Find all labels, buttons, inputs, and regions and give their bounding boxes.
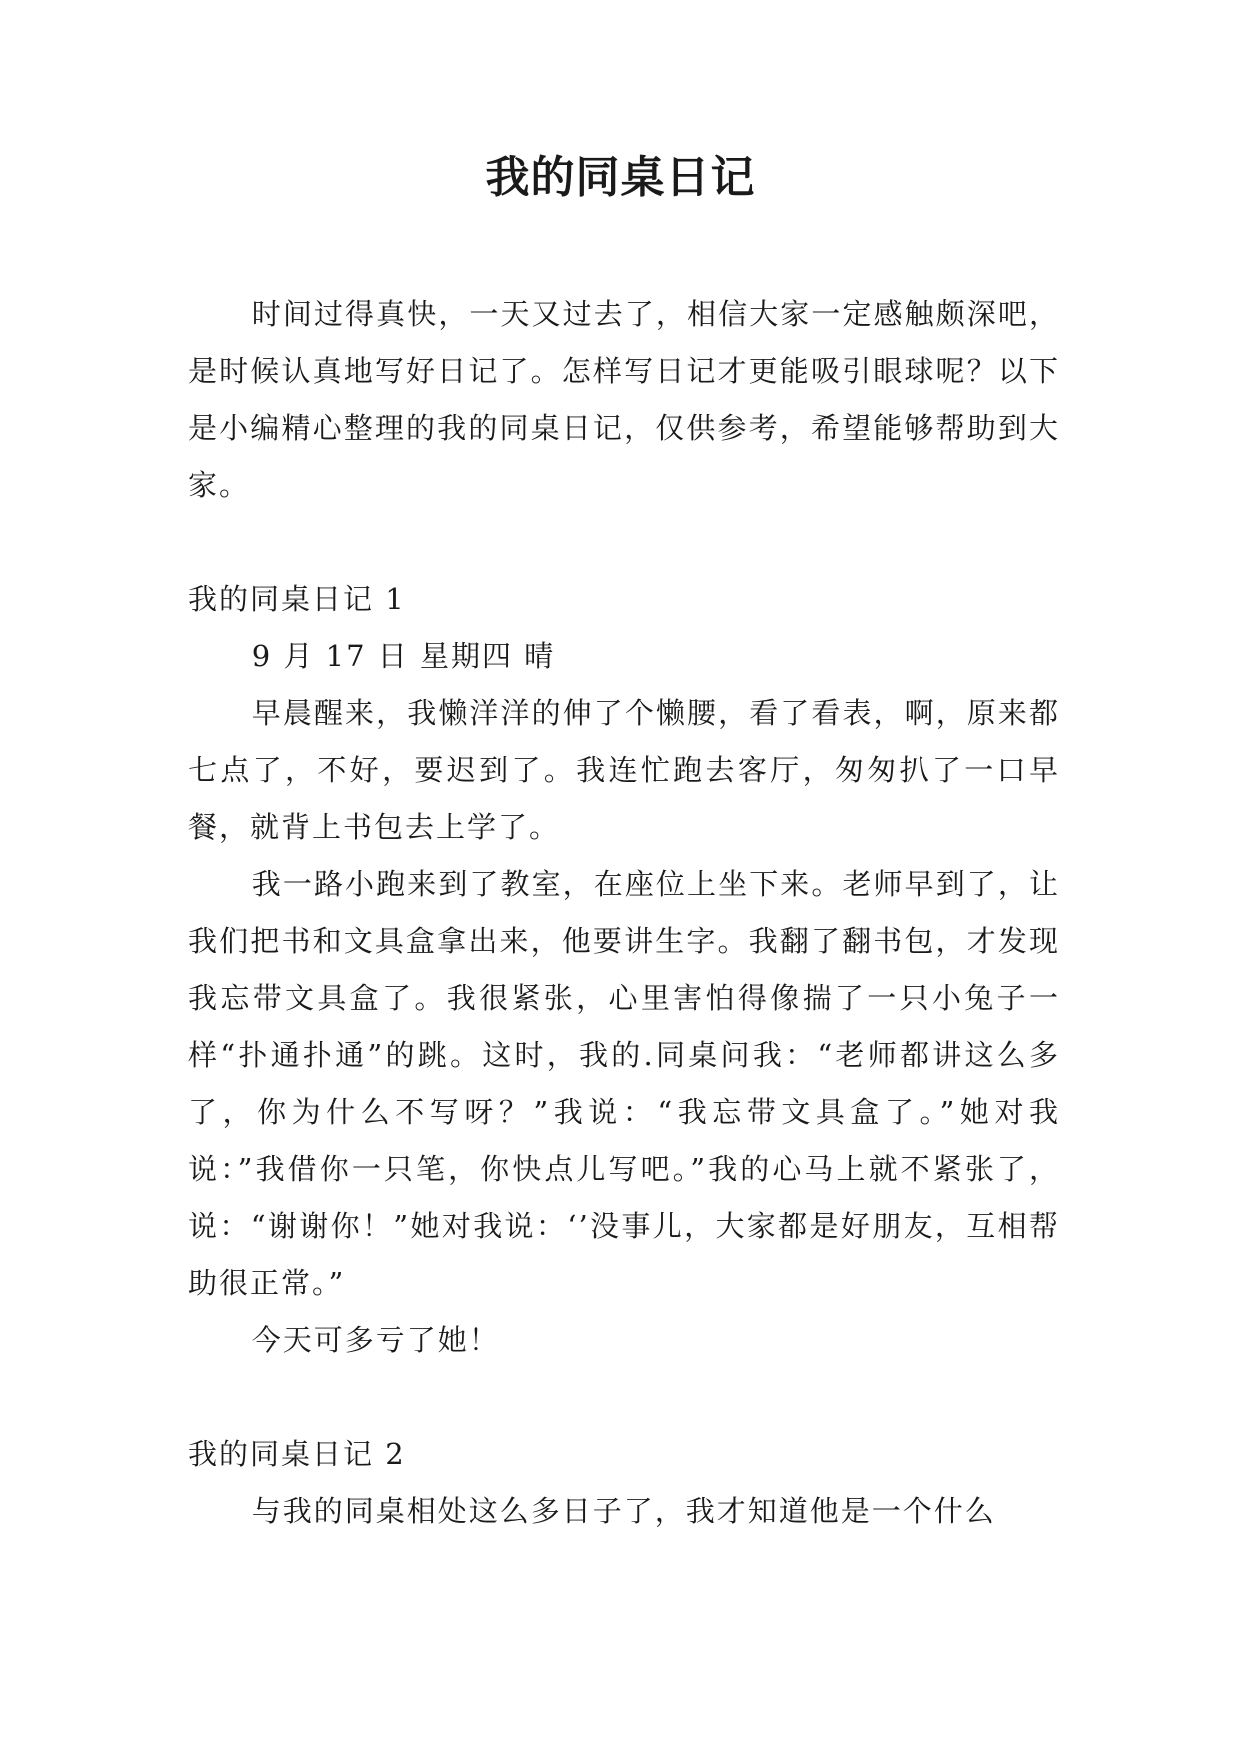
section1-paragraph-3: 今天可多亏了她！	[251, 1323, 500, 1357]
document-body	[188, 286, 1060, 1540]
section-heading-1: 我的同桌日记 1	[188, 582, 406, 616]
section-heading-2: 我的同桌日记 2	[188, 1437, 406, 1471]
section1-paragraph-1: 早晨醒来，我懒洋洋的伸了个懒腰，看了看表，啊，原来都七点了，不好，要迟到了。我连忙跑去客厅，匆匆扒了一口早餐，就背上书包去上学了。	[188, 696, 1060, 844]
document-title: 我的同桌日记	[485, 152, 756, 203]
intro-paragraph: 时间过得真快，一天又过去了，相信大家一定感触颇深吧，是时候认真地写好日记了。怎样写日记才更能吸引眼球呢？以下是小编精心整理的我的同桌日记，仅供参考，希望能够帮助到大家。	[188, 297, 1060, 502]
diary-date-line: 9 月 17 日 星期四 晴	[251, 639, 556, 673]
section-spacer	[188, 1369, 1060, 1426]
section1-paragraph-2: 我一路小跑来到了教室，在座位上坐下来。老师早到了，让我们把书和文具盒拿出来，他要讲生字。我翻了翻书包，才发现我忘带文具盒了。我很紧张，心里害怕得像揣了一只小兔子一样“扑通扑通”的跳。这时，我的.同桌问我：“老师都讲这么多了，你为什么不写呀？”我说：“我忘带文具盒了。”她对我说：”我借你一只笔，你快点儿写吧。”我的心马上就不紧张了，说：“谢谢你！”她对我说：‘’没事儿，大家都是好朋友，互相帮助很正常。”	[188, 867, 1060, 1300]
section2-paragraph-1: 与我的同桌相处这么多日子了，我才知道他是一个什么	[251, 1494, 996, 1528]
section-spacer	[188, 514, 1060, 571]
